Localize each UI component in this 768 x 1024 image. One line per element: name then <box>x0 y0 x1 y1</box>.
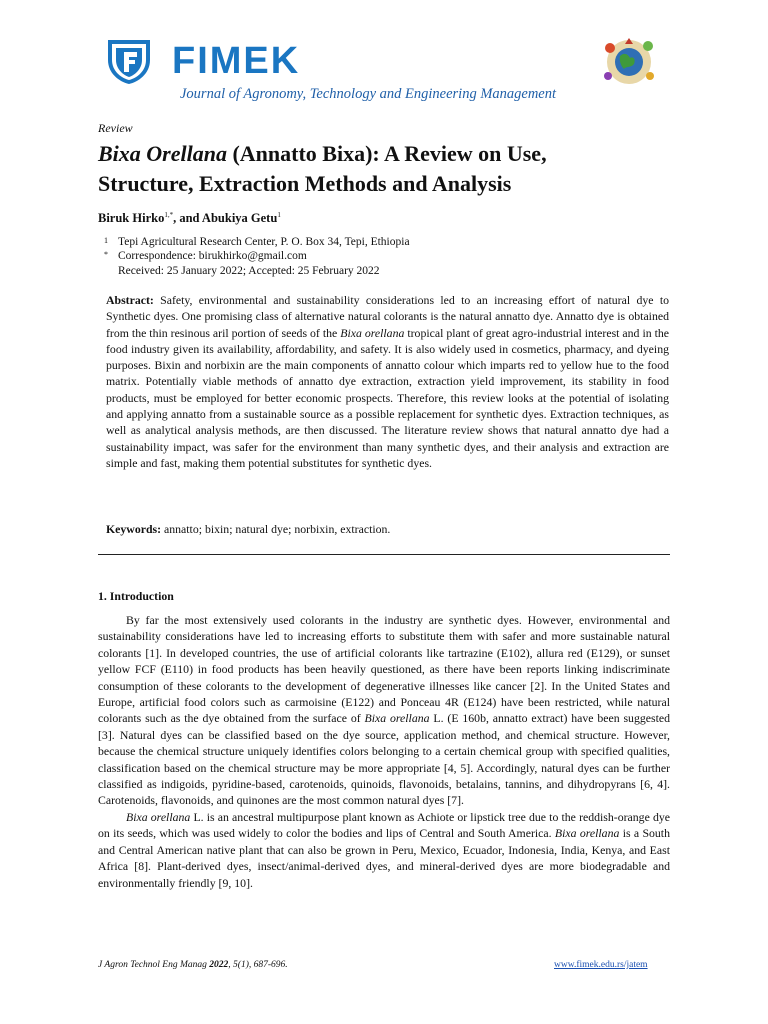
keywords-label: Keywords: <box>106 522 162 536</box>
p2-species-2: Bixa orellana <box>554 826 620 841</box>
p1-text-b: L. (E 160b, annatto extract) have been suggested [3]. Natural dyes can be classified based on the dye source, application method, and chemical structure. However, because the chemical structure uniquely identifies colors belonging to a certain chemical group with specified qualities, classification based on the chemical structure may be more appropriate [4, 5]. Accordingly, natural dyes can be further classified as indigoids, pyridine-based, carotenoids, quinoids, flavonoids, betalains, tannins, and dihydropyrans [6, 4]. Carotenoids, flavonoids, and quinones are the most common natural dyes [7]. <box>98 711 670 808</box>
correspondence <box>104 250 307 262</box>
intro-body <box>98 612 670 891</box>
keywords <box>106 522 669 537</box>
keywords-text: annatto; bixin; natural dye; norbixin, extraction. <box>161 522 391 536</box>
intro-paragraph-2 <box>98 809 670 891</box>
affiliation <box>104 236 410 248</box>
title-species: Bixa Orellana <box>98 141 227 166</box>
affiliation-text: Tepi Agricultural Research Center, P. O. Box 34, Tepi, Ethiopia <box>118 236 410 248</box>
article-title <box>98 139 698 199</box>
received-dates: Received: 25 January 2022; Accepted: 25 February 2022 <box>118 265 380 277</box>
footer-citation <box>98 960 288 970</box>
p2-text-a: L. is an ancestral multipurpose plant known as Achiote or lipstick tree due to the reddish-orange dye on its seeds, which was used widely to color the bodies and lips of Central and South America. <box>98 809 670 841</box>
journal-name: Journal of Agronomy, Technology and Engineering Management <box>180 86 557 102</box>
article-type: Review <box>98 121 133 135</box>
abstract-label: Abstract: <box>106 293 154 307</box>
abstract-text-b: tropical plant of great agro-industrial interest and in the food industry given its availability, affordability, and safety. It is also widely used in cosmetics, pharmacy, and dyeing purposes. Bixin and norbixin are the main components of annatto colour which imparts red to yellow hue to the food matrix. Potentially viable methods of annatto dye extraction, extraction yield improvement, its stability in food products, must be employed for better economic prospects. Therefore, this review looks at the potential of isolating and applying annatto from a sustainable source as a possible replacement for synthetic dyes. Extraction techniques, as well as analytical analysis methods, are then discussed. The literature review shows that natural annatto dye had a sustainability impact, was safer for the environment than many synthetic dyes, and their analysis and extraction are simple and fast, making them potential substitutes for synthetic dyes. <box>106 325 670 470</box>
fimek-shield-icon <box>104 36 154 86</box>
correspondence-mark: * <box>104 250 108 259</box>
author-2-affiliation: 1 <box>277 211 281 219</box>
p2-text-b: is a South and Central American native plant that can also be grown in Peru, Mexico, Ecuador, Indonesia, India, Kenya, and East Africa [8]. Plant-derived dyes, insect/animal-derived dyes, and mineral-derived dyes are more biodegradable and environmentally friendly [9, 10]. <box>98 826 670 890</box>
abstract-text-a: Safety, environmental and sustainability considerations led to an increasing effort of natural dye to Synthetic dyes. One promising class of alternative natural colorants is the natural annatto dye. Annatto dye is obtained from the thin resinous aril portion of seeds of the <box>106 293 669 340</box>
citation-details: , 5(1), 687-696. <box>228 960 288 970</box>
brand-name: FIMEK <box>172 40 301 82</box>
globe-emblem-icon <box>598 34 660 90</box>
p2-species-1: Bixa orellana <box>126 809 191 824</box>
p1-text-a: By far the most extensively used colorants in the industry are synthetic dyes. However, environmental and sustainability considerations have led to increasing efforts to substitute them with safer and more sustainable natural colorants [1]. In developed countries, the use of artificial colorants like tartrazine (E102), allura red (E129), or sunset yellow FCF (E110) in food products has been heavily questioned, as there have been reports linking indiscriminate consumption of these colorants to the development of degenerative illnesses like cancer [2]. In the United States and Europe, artificial food colors such as carmoisine (E122) and Ponceau 4R (E124) have been restricted, while natural colorants such as the dye obtained from the surface of <box>98 613 670 726</box>
author-list <box>98 211 281 226</box>
fimek-logo[interactable] <box>104 36 300 86</box>
abstract-species: Bixa orellana <box>340 325 405 340</box>
citation-year: 2022 <box>206 960 229 970</box>
affiliation-mark: 1 <box>104 236 108 245</box>
p1-species: Bixa orellana <box>364 711 430 726</box>
intro-paragraph-1 <box>98 612 670 809</box>
author-joiner: , and Abukiya Getu <box>173 211 278 226</box>
journal-url-link[interactable]: www.fimek.edu.rs/jatem <box>554 960 648 970</box>
author-1-affiliation: 1,* <box>164 211 174 219</box>
title-part1: (Annatto Bixa): A Review on Use, <box>226 141 547 166</box>
section-divider <box>98 554 670 555</box>
author-1: Biruk Hirko <box>98 211 165 226</box>
citation-journal: J Agron Technol Eng Manag <box>98 960 207 970</box>
correspondence-text[interactable]: Correspondence: birukhirko@gmail.com <box>118 250 307 262</box>
abstract <box>106 292 669 471</box>
section-heading-introduction: 1. Introduction <box>98 589 174 603</box>
title-part2: Structure, Extraction Methods and Analysis <box>98 171 512 196</box>
